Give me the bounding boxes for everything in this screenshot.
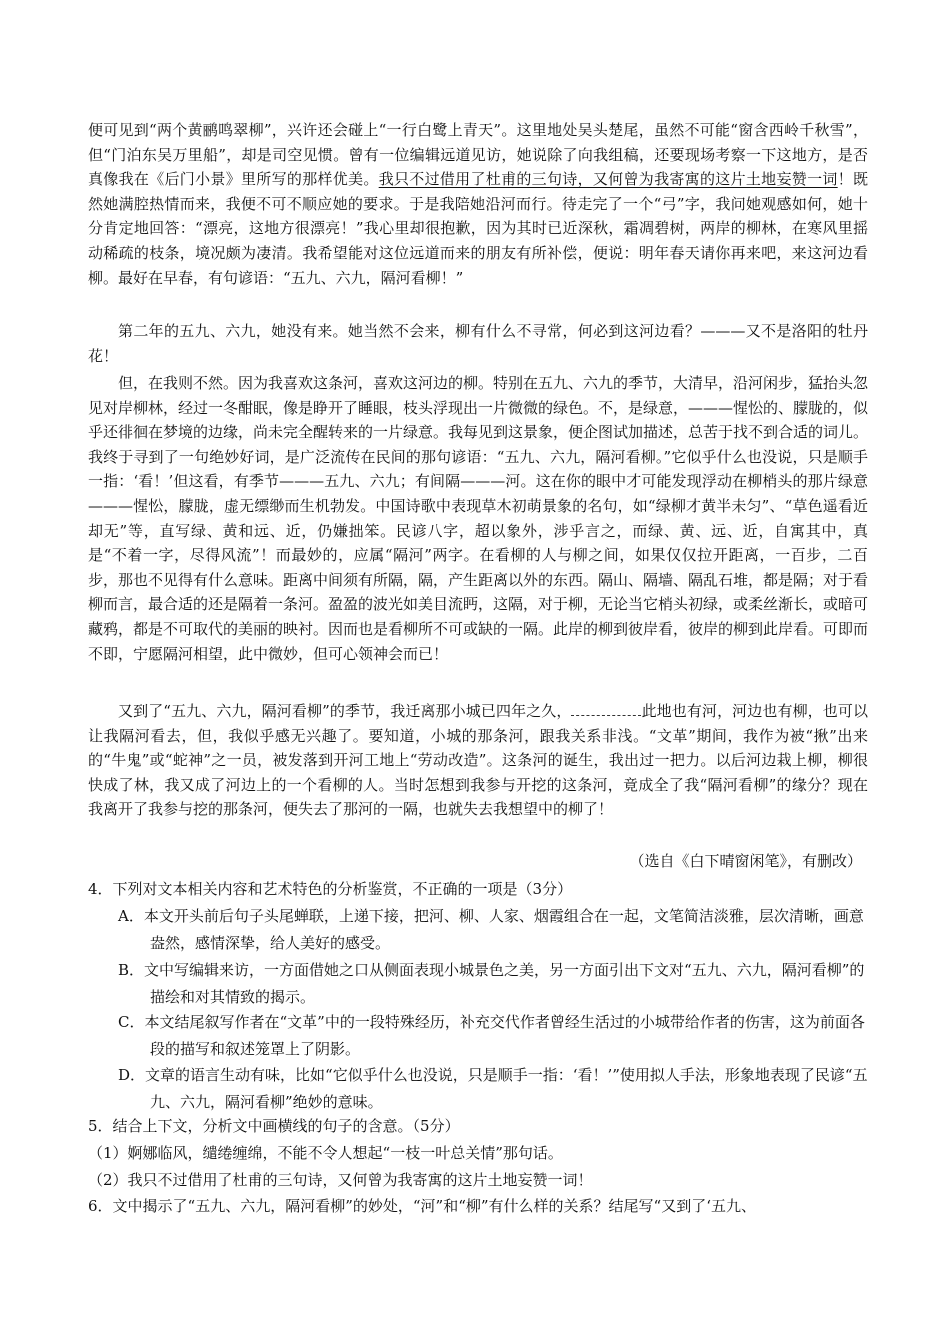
question-5-item-2: （2）我只不过借用了杜甫的三句诗，又何曾为我寄寓的这片土地妄赞一词！ xyxy=(88,1171,593,1189)
underlined-sentence: 我只不过借用了杜甫的三句诗，又何曾为我寄寓的这片土地妄赞一词 xyxy=(378,170,838,189)
passage-paragraph-3: 但，在我则不然。因为我喜欢这条河，喜欢这河边的柳。特别在五九、六九的季节，大清早，沿河闲步，猛抬头忽见对岸柳林，经过一冬酣眠，像是睁开了睡眼，枝头浮现出一片微微的绿色。不，是绿意，———惺忪的、朦胧的，似乎还徘徊在梦境的边缘，尚未完全醒转来的一片绿意。我每见到这景象，便企图试加描述，总苦于找不到合适的词儿。我终于寻到了一句绝妙好词，是广泛流传在民间的那句谚语：“五九、六九，隔河看柳。”它似乎什么也没说，只是顺手一指：‘看！’但这看，有季节———五九、六九；有间隔———河。这在你的眼中才可能发现浮动在柳梢头的那片绿意———惺忪，朦胧，虚无缥缈而生机勃发。中国诗歌中表现草木初萌景象的名句，如“绿柳才黄半未匀”、“草色遥看近却无”等，直写绿、黄和远、近，仍嫌拙笨。民谚八字，超以象外，涉乎言之，而绿、黄、远、近，自寓其中，真是“不着一字，尽得风流”！而最妙的，应属“隔河”两字。在看柳的人与柳之间，如果仅仅拉开距离，一百步，二百步，那也不见得有什么意味。距离中间须有所隔，隔，产生距离以外的东西。隔山、隔墙、隔乱石堆，都是隔；对于看柳而言，最合适的还是隔着一条河。盈盈的波光如美目流眄，这隔，对于柳，无论当它梢头初绿，或柔丝渐长，或暗可藏鸦，都是不可取代的美丽的映衬。因而也是看柳所不可或缺的一隔。此岸的柳到彼岸看，彼岸的柳到此岸看。可即而不即，宁愿隔河相望，此中微妙，但可心领神会而已！ xyxy=(88,374,869,663)
passage-paragraph-1 xyxy=(88,118,868,290)
source-citation: （选自《白下晴窗闲笔》，有删改） xyxy=(629,852,862,870)
paragraph-text: 又到了“五九、六九，隔河看柳”的季节，我迁离那小城已四年之久， xyxy=(118,702,572,720)
question-5-item-1: （1）婀娜临风，缱绻缠绵，不能不令人想起“一枝一叶总关情”那句话。 xyxy=(88,1144,563,1162)
paragraph-text: 便可见到“两个黄鹂鸣翠柳”，兴许还会碰上“一行白鹭上青天”。这里地处吴头楚尾，虽然不可能“窗含西岭千秋雪”，但“门泊东吴万里船”，却是司空见惯。曾有一位编辑远道见访，她说除了向我组稿，还要现场考察一下这地方，是否真像我在《后门小景》里所写的那样优美。 xyxy=(88,121,868,189)
paragraph-text: ！既然她满腔热情而来，我便不可不顺应她的要求。于是我陪她沿河而行。待走完了一个“弓”字，我问她观感如何，她十分肯定地回答：“漂亮，这地方很漂亮！”我心里却很抱歉，因为其时已近深秋，霜凋碧树，两岸的柳林，在寒风里摇动稀疏的枝条，境况颇为凄清。我希望能对这位远道而来的朋友有所补偿，便说：明年春天请你再来吧，来这河边看柳。最好在早春，有句谚语：“五九、六九，隔河看柳！” xyxy=(88,170,868,287)
option-d: D．文章的语言生动有味，比如“它似乎什么也没说，只是顺手一指：‘看！’”使用拟人手法，形象地表现了民谚“五九、六九，隔河看柳”绝妙的意味。 xyxy=(118,1066,868,1111)
paragraph-text: 此地也有河，河边也有柳，也可以让我隔河看去，但，我似乎感无兴趣了。要知道，小城的那条河，跟我关系非浅。“文革”期间，我作为被“揪”出来的“牛鬼”或“蛇神”之一员，被发落到开河工地上“劳动改造”。这条河的诞生，我出过一把力。以后河边栽上柳，柳很快成了林，我又成了河边上的一个看柳的人。当时怎想到我参与开挖的这条河，竟成全了我“隔河看柳”的缘分？现在我离开了我参与挖的那条河，便失去了那河的一隔，也就失去我想望中的柳了！ xyxy=(88,702,868,819)
passage-paragraph-4 xyxy=(88,699,868,822)
question-6: 6．文中揭示了“五九、六九，隔河看柳”的妙处，“河”和“柳”有什么样的关系？结尾写“又到了‘五九、 xyxy=(88,1197,756,1215)
question-4: 4．下列对文本相关内容和艺术特色的分析鉴赏，不正确的一项是（3分） xyxy=(88,880,573,898)
passage-paragraph-2: 第二年的五九、六九，她没有来。她当然不会来，柳有什么不寻常，何必到这河边看？———又不是洛阳的牡丹花！ xyxy=(88,322,868,365)
option-b: B．文中写编辑来访，一方面借她之口从侧面表现小城景色之美，另一方面引出下文对“五九、六九，隔河看柳”的描绘和对其情致的揭示。 xyxy=(118,961,865,1006)
fill-in-blank xyxy=(571,703,641,716)
option-a: A．本文开头前后句子头尾蝉联，上递下接，把河、柳、人家、烟霞组合在一起，文笔简洁淡雅，层次清晰，画意盎然，感情深挚，给人美好的感受。 xyxy=(118,907,864,952)
question-5: 5．结合上下文，分析文中画横线的句子的含意。（5分） xyxy=(88,1117,460,1135)
option-c: C．本文结尾叙写作者在“文革”中的一段特殊经历，补充交代作者曾经生活过的小城带给作者的伤害，这为前面各段的描写和叙述笼罩上了阴影。 xyxy=(118,1013,865,1058)
